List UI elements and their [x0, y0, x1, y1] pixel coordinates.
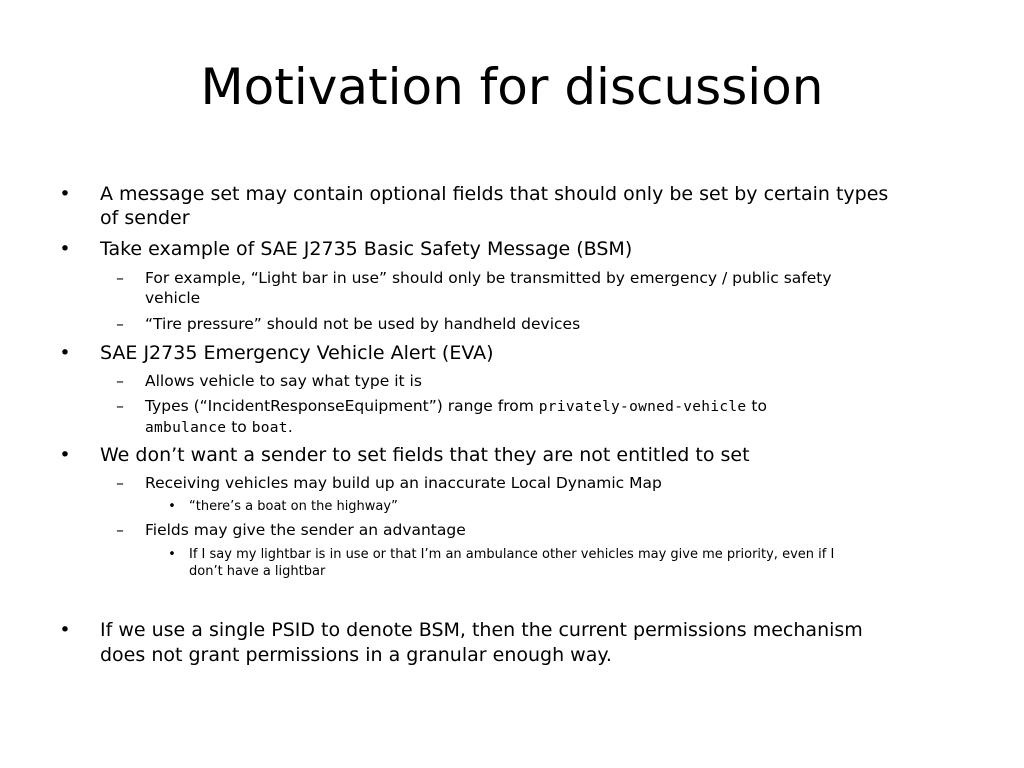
code-privately-owned-vehicle: privately-owned-vehicle — [538, 399, 747, 415]
types-suffix-text: . — [287, 418, 293, 436]
sub-bullet-line — [145, 417, 293, 438]
types-prefix-text: Types (“IncidentResponseEquipment”) range from — [145, 397, 539, 415]
sub-bullet-line: Allows vehicle to say what type it is — [145, 372, 422, 390]
bullet-marker: • — [59, 238, 71, 260]
slide-title: Motivation for discussion — [200, 58, 824, 116]
dash-marker: – — [116, 372, 124, 390]
dash-marker: – — [116, 474, 124, 492]
types-mid-text: to — [746, 397, 767, 415]
bullet-marker: • — [59, 183, 71, 205]
small-bullet-marker: • — [168, 499, 176, 514]
dash-marker: – — [116, 315, 124, 333]
sub-bullet-line: Receiving vehicles may build up an inaccurate Local Dynamic Map — [145, 474, 662, 492]
bullet-marker: • — [59, 342, 71, 364]
bullet-line: Take example of SAE J2735 Basic Safety Message (BSM) — [100, 238, 633, 260]
sub-bullet-line — [145, 396, 767, 417]
bullet-line: If we use a single PSID to denote BSM, then the current permissions mechanism — [100, 619, 863, 641]
bullet-line: of sender — [100, 207, 190, 229]
sub-bullet-line: For example, “Light bar in use” should only be transmitted by emergency / public safety — [145, 269, 832, 287]
bullet-line: A message set may contain optional fields that should only be set by certain types — [100, 183, 889, 205]
code-boat: boat — [251, 420, 288, 436]
bullet-line: does not grant permissions in a granular enough way. — [100, 644, 612, 666]
sub-sub-bullet-line: “there’s a boat on the highway” — [189, 499, 398, 514]
types-mid-text: to — [226, 418, 252, 436]
sub-bullet-line: “Tire pressure” should not be used by handheld devices — [145, 315, 581, 333]
sub-bullet-line: vehicle — [145, 289, 201, 307]
bullet-line: We don’t want a sender to set fields that they are not entitled to set — [100, 444, 750, 466]
bullet-marker: • — [59, 619, 71, 641]
code-ambulance: ambulance — [145, 420, 227, 436]
bullet-marker: • — [59, 444, 71, 466]
dash-marker: – — [116, 269, 124, 287]
sub-bullet-line: Fields may give the sender an advantage — [145, 521, 466, 539]
sub-sub-bullet-line: If I say my lightbar is in use or that I’m an ambulance other vehicles may give me priority, even if I — [189, 547, 835, 562]
dash-marker: – — [116, 521, 124, 539]
dash-marker: – — [116, 397, 124, 415]
bullet-line: SAE J2735 Emergency Vehicle Alert (EVA) — [100, 342, 494, 364]
sub-sub-bullet-line: don’t have a lightbar — [189, 564, 326, 579]
small-bullet-marker: • — [168, 547, 176, 562]
